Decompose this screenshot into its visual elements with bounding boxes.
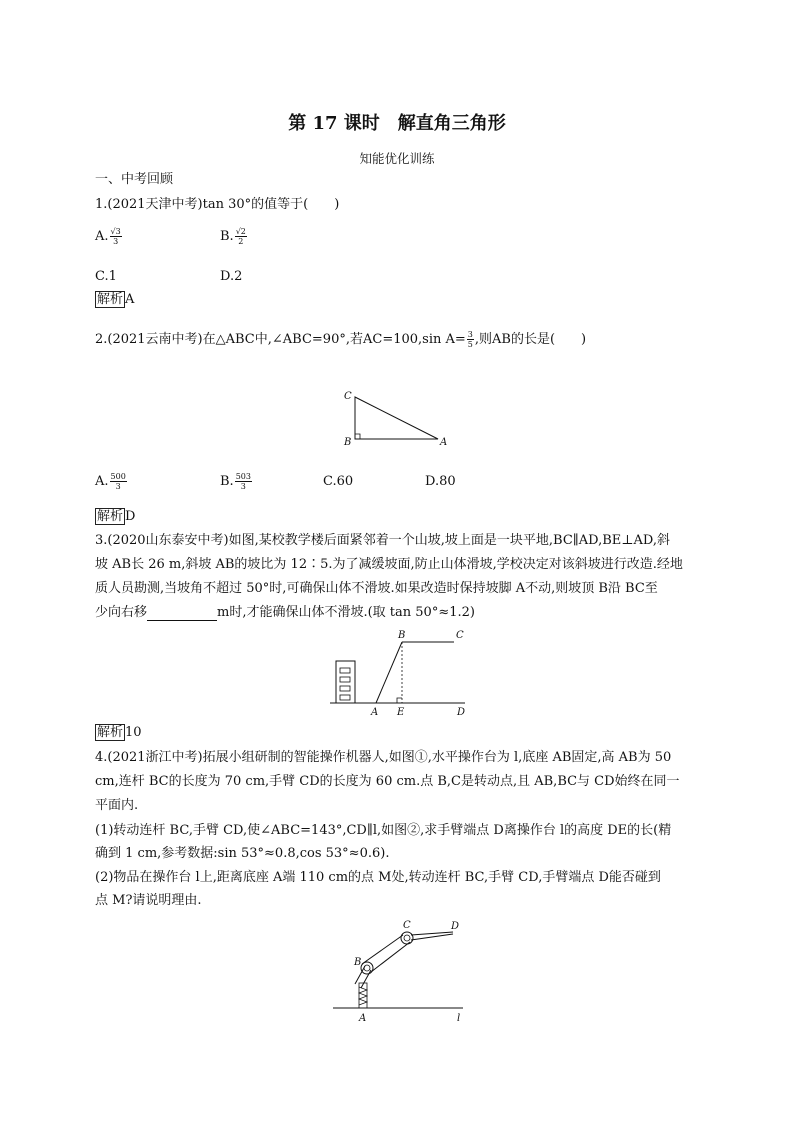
q1-option-b-den: 2 (238, 237, 244, 246)
q2-option-b-num: 503 (235, 472, 251, 481)
q2-label-c: C (344, 391, 352, 402)
q1-option-a (95, 227, 123, 246)
q1-option-b (220, 227, 248, 246)
q2-option-a-fraction (110, 472, 127, 491)
q4-label-d: D (451, 921, 460, 932)
q1-stem: 1.(2021天津中考)tan 30°的值等于( ) (95, 197, 340, 212)
q3-answer-blank (147, 608, 217, 621)
q3-slope-figure (325, 625, 475, 717)
q3-line-4-b: m时,才能确保山体不滑坡.(取 tan 50°≈1.2) (217, 605, 475, 620)
q1-option-b-num: √2 (235, 227, 246, 236)
q2-analysis-value: D (125, 509, 136, 524)
q2-option-b-fraction (235, 472, 252, 491)
q1-analysis (95, 292, 134, 308)
q3-line-2: 坡 AB长 26 m,斜坡 AB的坡比为 12∶5.为了减缓坡面,防止山体滑坡,学校决定对该斜坡进行改造.经地 (95, 557, 683, 572)
q2-analysis (95, 509, 135, 525)
q4-label-c: C (403, 920, 411, 931)
q2-option-c: C.60 (323, 474, 354, 489)
q3-label-c: C (456, 630, 464, 641)
q1-option-c: C.1 (95, 269, 117, 284)
q2-option-a-num: 500 (110, 472, 126, 481)
q3-line-3: 质人员勘测,当坡角不超过 50°时,可确保山体不滑坡.如果改造时保持坡脚 A不动,则坡顶 B沿 BC至 (95, 581, 658, 596)
q1-option-a-den: 3 (113, 237, 119, 246)
q2-option-a (95, 472, 128, 491)
q2-stem-a: 2.(2021云南中考)在△ABC中,∠ABC=90°,若AC=100,sin A= (95, 332, 466, 347)
q2-option-b-label: B. (220, 474, 234, 489)
q1-option-b-fraction (235, 227, 247, 246)
q2-option-a-label: A. (95, 474, 109, 489)
q1-option-a-fraction (110, 227, 122, 246)
q4-line-4: (1)转动连杆 BC,手臂 CD,使∠ABC=143°,CD∥l,如图②,求手臂端点 D离操作台 l的高度 DE的长(精 (95, 823, 672, 838)
q4-line-7: 点 M?请说明理由. (95, 893, 202, 908)
q4-line-6: (2)物品在操作台 l上,距离底座 A端 110 cm的点 M处,转动连杆 BC,手臂 CD,手臂端点 D能否碰到 (95, 870, 661, 885)
q3-line-4-a: 少向右移 (95, 605, 148, 620)
q4-line-5: 确到 1 cm,参考数据:sin 53°≈0.8,cos 53°≈0.6). (95, 846, 390, 861)
q3-analysis-value: 10 (125, 725, 142, 740)
q2-label-b: B (344, 437, 352, 448)
page-subtitle: 知能优化训练 (359, 151, 435, 166)
section-heading: 一、中考回顾 (95, 172, 174, 187)
q1-analysis-value: A (125, 292, 135, 307)
q1-option-d: D.2 (220, 269, 243, 284)
q2-frac-num: 3 (467, 330, 473, 339)
q2-label-a: A (440, 437, 448, 448)
q4-label-a: A (359, 1013, 367, 1024)
q1-option-b-label: B. (220, 229, 234, 244)
q2-option-a-den: 3 (115, 482, 121, 491)
q4-label-l: l (457, 1013, 461, 1024)
q4-robot-figure (325, 918, 475, 1026)
q3-label-d: D (457, 707, 466, 717)
q2-frac-den: 5 (467, 340, 473, 349)
q2-option-b-den: 3 (240, 482, 246, 491)
page-title: 第 17 课时 解直角三角形 (288, 113, 506, 134)
q3-analysis (95, 725, 142, 741)
q2-triangle-figure (335, 385, 455, 450)
q3-analysis-label: 解析 (97, 725, 124, 740)
q4-line-1: 4.(2021浙江中考)拓展小组研制的智能操作机器人,如图①,水平操作台为 l,底座 AB固定,高 AB为 50 (95, 750, 672, 765)
q1-option-a-num: √3 (110, 227, 121, 236)
q3-label-e: E (397, 707, 405, 717)
q1-option-a-label: A. (95, 229, 109, 244)
q2-option-d: D.80 (425, 474, 456, 489)
q3-label-b: B (398, 630, 406, 641)
q3-line-1: 3.(2020山东泰安中考)如图,某校教学楼后面紧邻着一个山坡,坡上面是一块平地,BC∥AD,BE⊥AD,斜 (95, 533, 671, 548)
q2-analysis-label: 解析 (97, 509, 124, 524)
q4-line-2: cm,连杆 BC的长度为 70 cm,手臂 CD的长度为 60 cm.点 B,C是转动点,且 AB,BC与 CD始终在同一 (95, 774, 680, 789)
q4-line-3: 平面内. (95, 798, 139, 813)
q2-stem-b: ,则AB的长是( ) (474, 332, 587, 347)
q1-analysis-label: 解析 (97, 292, 124, 307)
q4-label-b: B (354, 957, 362, 968)
q2-option-b (220, 472, 253, 491)
q2-stem-fraction (467, 330, 474, 349)
q3-line-4 (95, 605, 475, 621)
q2-stem (95, 330, 586, 349)
q3-label-a: A (371, 707, 379, 717)
